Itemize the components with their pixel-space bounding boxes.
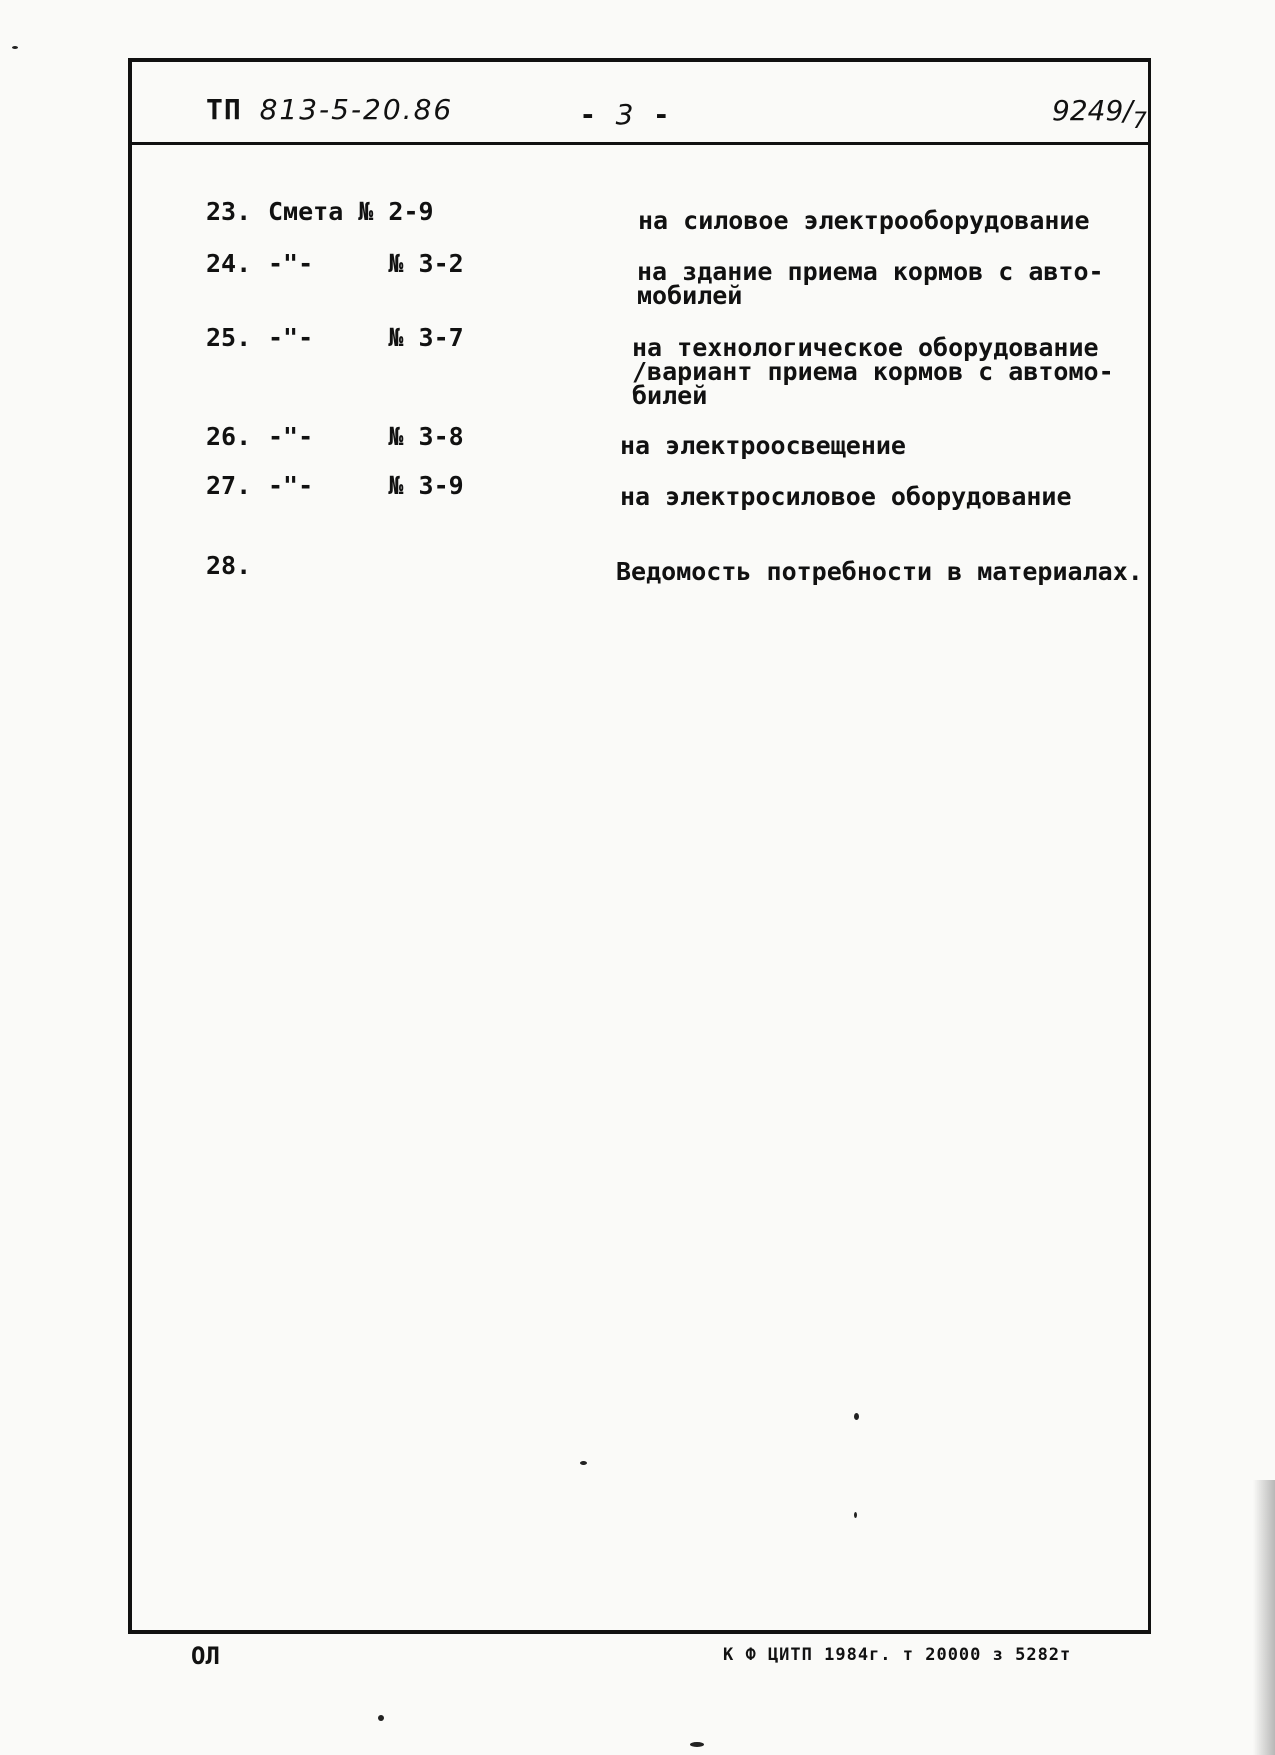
item-description-line: на здание приема кормов с авто- (637, 257, 1104, 286)
item-description-line: мобилей (637, 281, 743, 310)
header-divider (132, 142, 1150, 145)
item-reference: -"- № 3-2 (268, 249, 464, 278)
series-label: ТП (206, 93, 242, 126)
item-description (620, 431, 1130, 460)
item-reference: -"- № 3-8 (268, 422, 464, 451)
page-number: - 3 - (582, 98, 668, 131)
item-number: 26. (206, 422, 252, 451)
item-description-line: билей (632, 381, 708, 410)
scan-edge-shadow (1253, 1480, 1275, 1755)
item-description-line: на электросиловое оборудование (620, 482, 1072, 511)
document-code (206, 93, 453, 126)
footer-print-info: К Ф ЦИТП 1984г. т 20000 з 5282т (723, 1645, 1072, 1665)
scan-speck (12, 46, 18, 49)
item-description (632, 333, 1142, 410)
item-description-line: на силовое электрооборудование (638, 206, 1090, 235)
item-number: 28. (206, 551, 252, 580)
scan-speck (854, 1413, 859, 1420)
sheet-number-main: 9249 (1052, 94, 1124, 127)
item-number: 25. (206, 323, 252, 352)
code-number: 813-5-20.86 (259, 93, 454, 126)
footer-mark: ОЛ (191, 1642, 220, 1670)
scan-speck (580, 1461, 587, 1465)
page-number-value: 3 (615, 98, 634, 131)
item-description-line: /вариант приема кормов с автомо- (632, 357, 1114, 386)
sheet-number: $9249/_7$ (1052, 94, 1147, 134)
item-description (616, 557, 1156, 586)
scan-speck (378, 1715, 384, 1721)
item-description (620, 482, 1130, 511)
sheet-number-sub: 7 (1132, 109, 1147, 134)
scan-speck (854, 1512, 857, 1518)
item-description-line: на электроосвещение (620, 431, 906, 460)
item-description (637, 257, 1147, 310)
item-reference: -"- № 3-7 (268, 323, 464, 352)
item-description-line: на технологическое оборудование (632, 333, 1099, 362)
item-description-line: Ведомость потребности в материалах. (616, 557, 1143, 586)
item-number: 23. (206, 197, 252, 226)
item-reference: Смета № 2-9 (268, 197, 434, 226)
item-number: 27. (206, 471, 252, 500)
scan-speck (690, 1742, 704, 1747)
item-number: 24. (206, 249, 252, 278)
item-reference: -"- № 3-9 (268, 471, 464, 500)
item-description (638, 206, 1148, 235)
